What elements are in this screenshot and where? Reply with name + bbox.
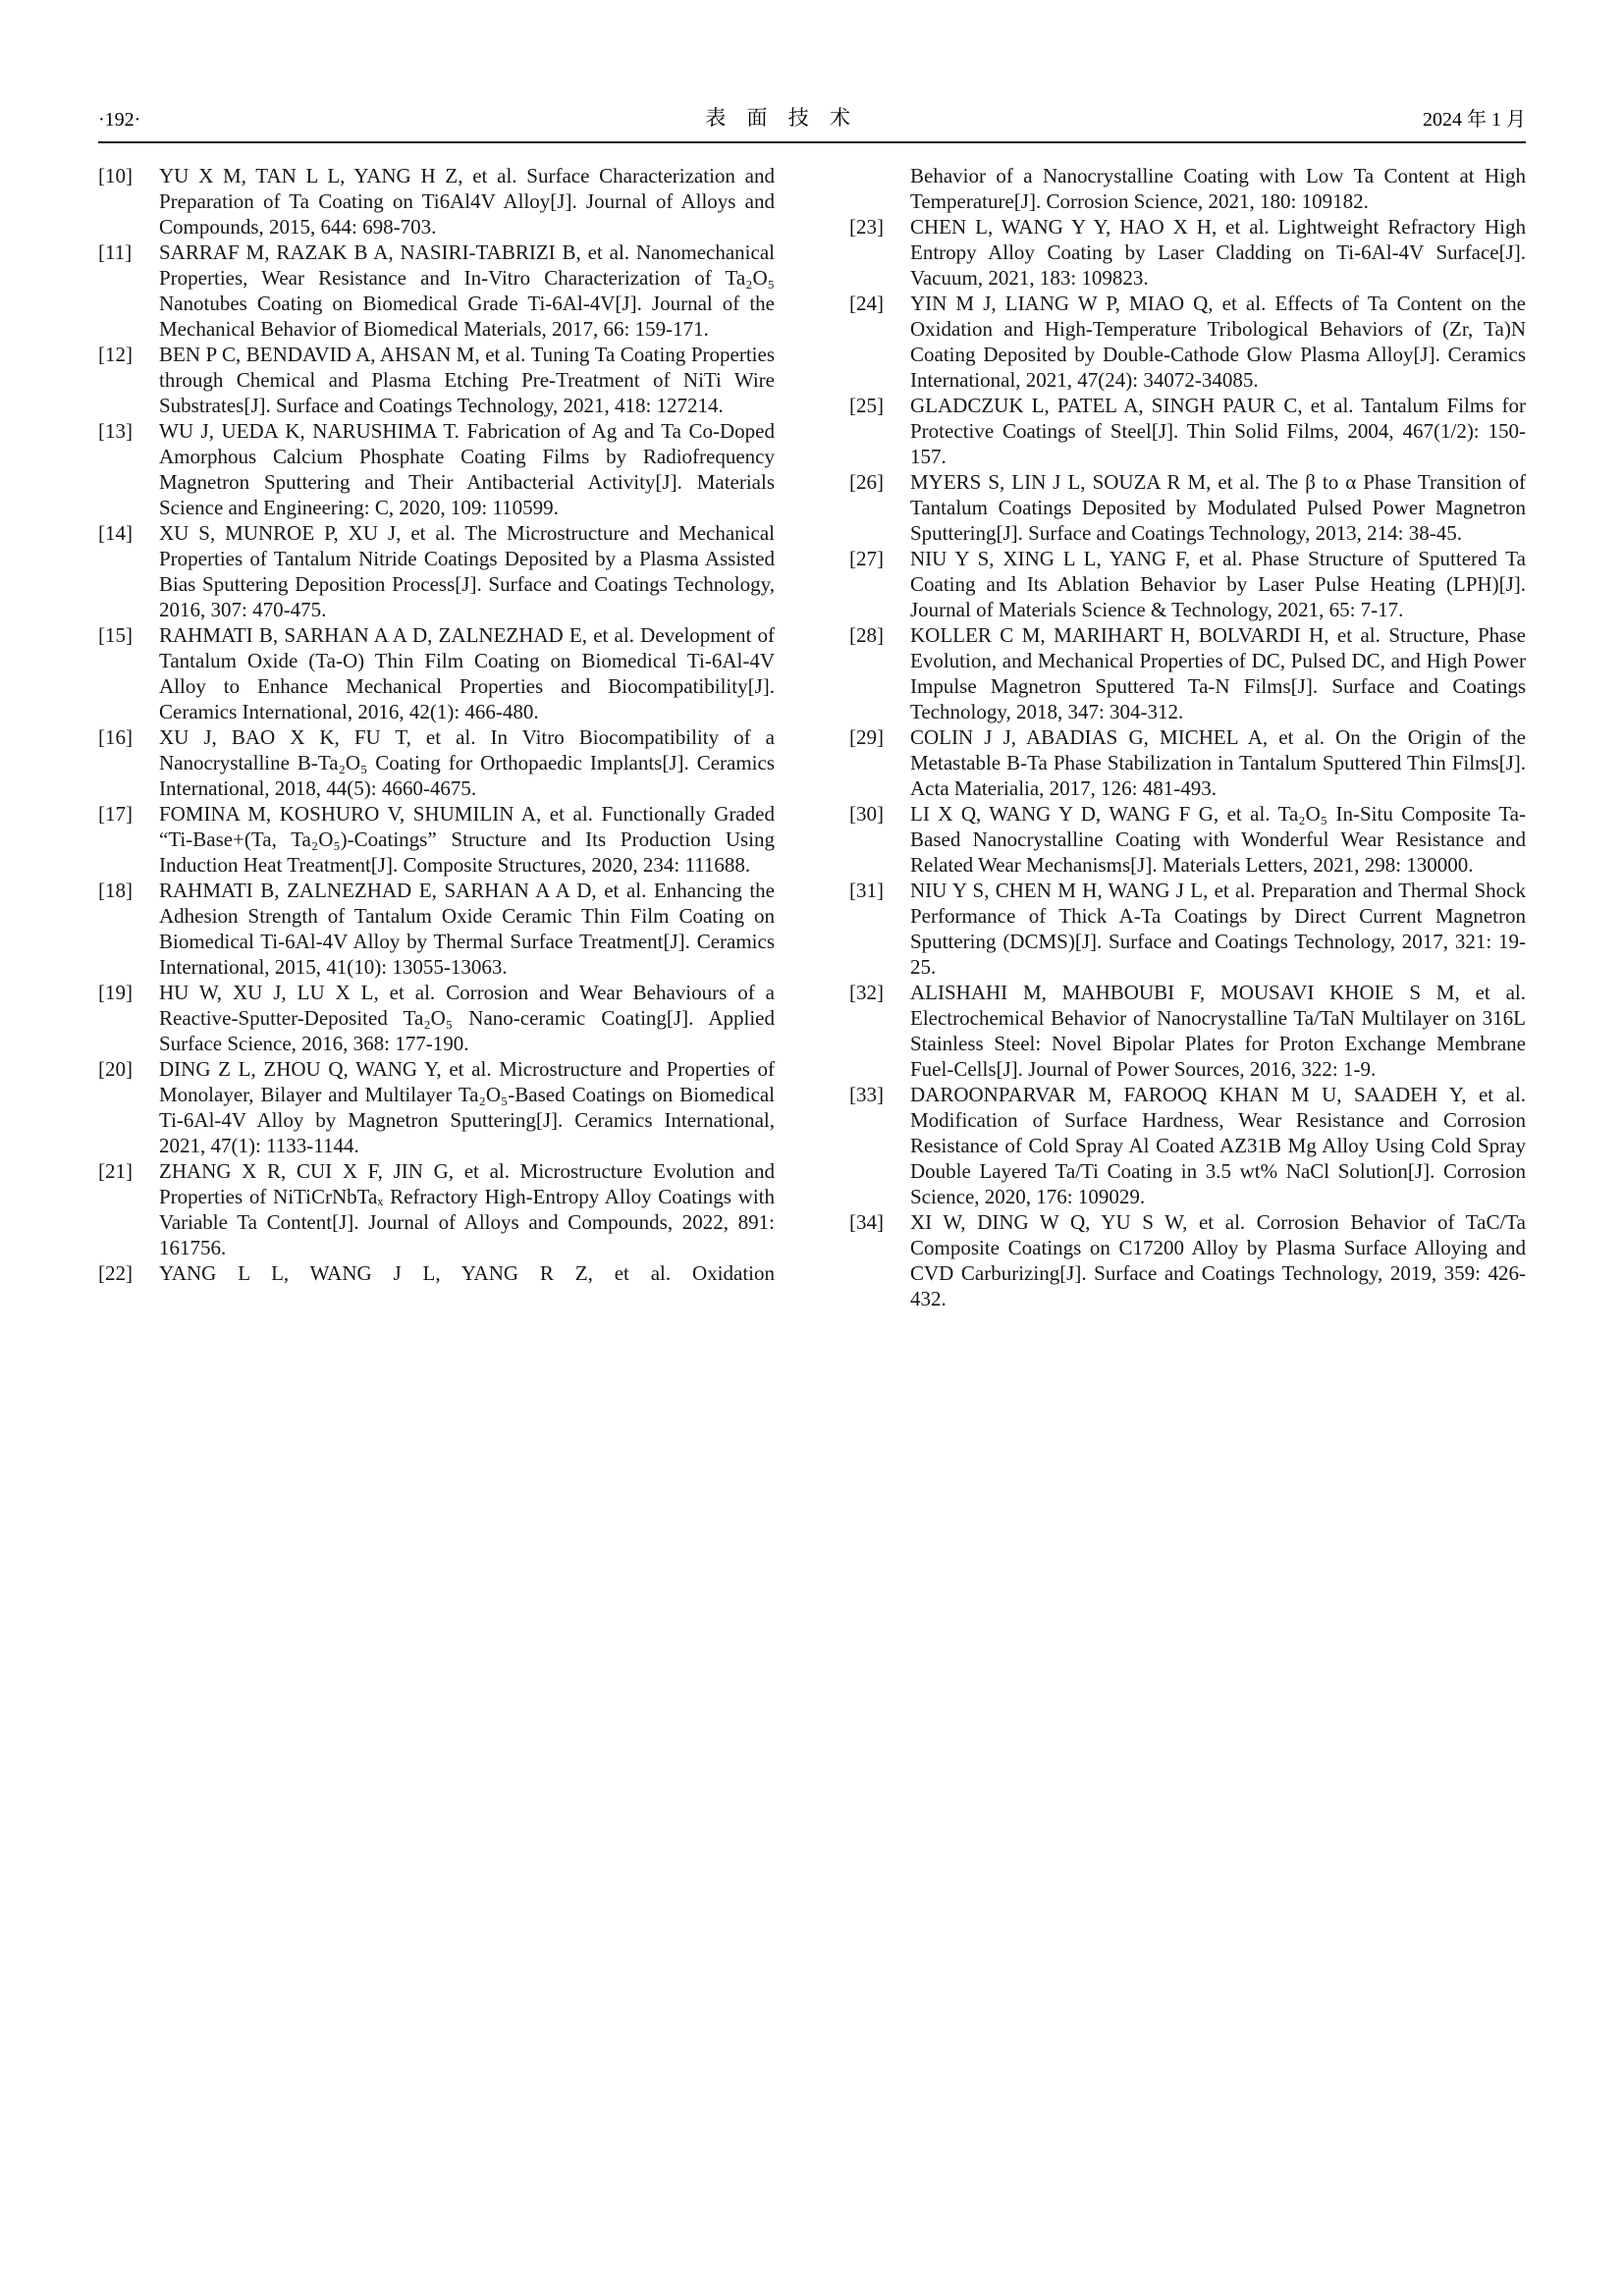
reference-text: LI X Q, WANG Y D, WANG F G, et al. Ta₂O₅ In-Situ Composite Ta-Based Nanocrystalline Coating with Wonderful Wear Resistance and Related Wear Mechanisms[J]. Materials Letters, 2021, 298: 130000.: [910, 802, 1526, 877]
reference-text: ZHANG X R, CUI X F, JIN G, et al. Microstructure Evolution and Properties of NiTiCrNbTaₓ Refractory High-Entropy Alloy Coatings with Variable Ta Content[J]. Journal of Alloys and Compounds, 2022, 891: 161756.: [159, 1159, 775, 1259]
reference-number: [30]: [849, 802, 884, 826]
reference-number: [18]: [98, 879, 133, 902]
reference-entry: [849, 291, 1526, 393]
reference-entry: [98, 520, 775, 622]
reference-text: MYERS S, LIN J L, SOUZA R M, et al. The β to α Phase Transition of Tantalum Coatings Deposited by Modulated Pulsed Power Magnetron Sputtering[J]. Surface and Coatings Technology, 2013, 214: 38-45.: [910, 470, 1526, 545]
reference-number: [27]: [849, 547, 884, 570]
reference-number: [34]: [849, 1210, 884, 1234]
reference-entry: [849, 878, 1526, 980]
reference-entry: [98, 163, 775, 240]
reference-entry: [98, 240, 775, 342]
reference-entry: [849, 1209, 1526, 1311]
reference-number: [19]: [98, 981, 133, 1004]
reference-text: KOLLER C M, MARIHART H, BOLVARDI H, et al. Structure, Phase Evolution, and Mechanical Properties of DC, Pulsed DC, and High Power Impulse Magnetron Sputtered Ta-N Films[J]. Surface and Coatings Technology, 2018, 347: 304-312.: [910, 623, 1526, 723]
reference-text: DAROONPARVAR M, FAROOQ KHAN M U, SAADEH Y, et al. Modification of Surface Hardness, Wear Resistance and Corrosion Resistance of Cold Spray Al Coated AZ31B Mg Alloy Using Cold Spray Double Layered Ta/Ti Coating in 3.5 wt% NaCl Solution[J]. Corrosion Science, 2020, 176: 109029.: [910, 1083, 1526, 1208]
reference-text: YANG L L, WANG J L, YANG R Z, et al. Oxidation: [159, 1261, 775, 1285]
reference-text: YIN M J, LIANG W P, MIAO Q, et al. Effects of Ta Content on the Oxidation and High-Temperature Tribological Behaviors of (Zr, Ta)N Coating Deposited by Double-Cathode Glow Plasma Alloy[J]. Ceramics International, 2021, 47(24): 34072-34085.: [910, 292, 1526, 392]
reference-number: [23]: [849, 215, 884, 239]
reference-number: [13]: [98, 419, 133, 443]
header-rule: [98, 141, 1526, 143]
references-column-left: [98, 163, 775, 1311]
reference-entry: [98, 1158, 775, 1260]
reference-number: [10]: [98, 164, 133, 187]
reference-text: YU X M, TAN L L, YANG H Z, et al. Surface Characterization and Preparation of Ta Coating on Ti6Al4V Alloy[J]. Journal of Alloys and Compounds, 2015, 644: 698-703.: [159, 164, 775, 239]
reference-text: RAHMATI B, SARHAN A A D, ZALNEZHAD E, et al. Development of Tantalum Oxide (Ta-O) Thin Film Coating on Biomedical Ti-6Al-4V Alloy to Enhance Mechanical Properties and Biocompatibility[J]. Ceramics International, 2016, 42(1): 466-480.: [159, 623, 775, 723]
reference-number: [14]: [98, 521, 133, 545]
reference-entry: [849, 163, 1526, 214]
reference-number: [29]: [849, 725, 884, 749]
reference-text: SARRAF M, RAZAK B A, NASIRI-TABRIZI B, et al. Nanomechanical Properties, Wear Resistance and In-Vitro Characterization of Ta₂O₅ Nanotubes Coating on Biomedical Grade Ti-6Al-4V[J]. Journal of the Mechanical Behavior of Biomedical Materials, 2017, 66: 159-171.: [159, 240, 775, 341]
reference-entry: [98, 980, 775, 1056]
reference-text: WU J, UEDA K, NARUSHIMA T. Fabrication of Ag and Ta Co-Doped Amorphous Calcium Phosphate Coating Films by Radiofrequency Magnetron Sputtering and Their Antibacterial Activity[J]. Materials Science and Engineering: C, 2020, 109: 110599.: [159, 419, 775, 519]
reference-entry: [98, 1260, 775, 1286]
reference-number: [33]: [849, 1083, 884, 1106]
reference-entry: [849, 393, 1526, 469]
reference-number: [11]: [98, 240, 133, 264]
reference-entry: [98, 622, 775, 724]
reference-entry: [98, 801, 775, 878]
reference-entry: [98, 878, 775, 980]
reference-entry: [849, 622, 1526, 724]
reference-text: RAHMATI B, ZALNEZHAD E, SARHAN A A D, et al. Enhancing the Adhesion Strength of Tantalum Oxide Ceramic Thin Film Coating on Biomedical Ti-6Al-4V Alloy by Thermal Surface Treatment[J]. Ceramics International, 2015, 41(10): 13055-13063.: [159, 879, 775, 979]
reference-text: XU S, MUNROE P, XU J, et al. The Microstructure and Mechanical Properties of Tantalum Nitride Coatings Deposited by a Plasma Assisted Bias Sputtering Deposition Process[J]. Surface and Coatings Technology, 2016, 307: 470-475.: [159, 521, 775, 621]
reference-text: FOMINA M, KOSHURO V, SHUMILIN A, et al. Functionally Graded “Ti-Base+(Ta, Ta₂O₅)-Coatings” Structure and Its Production Using Induction Heat Treatment[J]. Composite Structures, 2020, 234: 111688.: [159, 802, 775, 877]
page-header: [98, 98, 1526, 132]
reference-number: [21]: [98, 1159, 133, 1183]
reference-number: [32]: [849, 981, 884, 1004]
reference-text: COLIN J J, ABADIAS G, MICHEL A, et al. On the Origin of the Metastable B-Ta Phase Stabilization in Tantalum Sputtered Thin Films[J]. Acta Materialia, 2017, 126: 481-493.: [910, 725, 1526, 800]
reference-entry: [98, 1056, 775, 1158]
reference-text: CHEN L, WANG Y Y, HAO X H, et al. Lightweight Refractory High Entropy Alloy Coating by Laser Cladding on Ti-6Al-4V Surface[J]. Vacuum, 2021, 183: 109823.: [910, 215, 1526, 290]
reference-entry: [849, 801, 1526, 878]
reference-entry: [849, 980, 1526, 1082]
reference-text: NIU Y S, XING L L, YANG F, et al. Phase Structure of Sputtered Ta Coating and Its Ablation Behavior by Laser Pulse Heating (LPH)[J]. Journal of Materials Science & Technology, 2021, 65: 7-17.: [910, 547, 1526, 621]
reference-text: DING Z L, ZHOU Q, WANG Y, et al. Microstructure and Properties of Monolayer, Bilayer and Multilayer Ta₂O₅-Based Coatings on Biomedical Ti-6Al-4V Alloy by Magnetron Sputtering[J]. Ceramics International, 2021, 47(1): 1133-1144.: [159, 1057, 775, 1157]
reference-text: XI W, DING W Q, YU S W, et al. Corrosion Behavior of TaC/Ta Composite Coatings on C17200 Alloy by Plasma Surface Alloying and CVD Carburizing[J]. Surface and Coatings Technology, 2019, 359: 426-432.: [910, 1210, 1526, 1310]
reference-entry: [849, 469, 1526, 546]
reference-text: NIU Y S, CHEN M H, WANG J L, et al. Preparation and Thermal Shock Performance of Thick A-Ta Coatings by Direct Current Magnetron Sputtering (DCMS)[J]. Surface and Coatings Technology, 2017, 321: 19-25.: [910, 879, 1526, 979]
reference-entry: [849, 1082, 1526, 1209]
reference-text: BEN P C, BENDAVID A, AHSAN M, et al. Tuning Ta Coating Properties through Chemical and Plasma Etching Pre-Treatment of NiTi Wire Substrates[J]. Surface and Coatings Technology, 2021, 418: 127214.: [159, 343, 775, 417]
reference-number: [12]: [98, 343, 133, 366]
reference-text: HU W, XU J, LU X L, et al. Corrosion and Wear Behaviours of a Reactive-Sputter-Deposited Ta₂O₅ Nano-ceramic Coating[J]. Applied Surface Science, 2016, 368: 177-190.: [159, 981, 775, 1055]
reference-text: Behavior of a Nanocrystalline Coating with Low Ta Content at High Temperature[J]. Corrosion Science, 2021, 180: 109182.: [910, 164, 1526, 213]
reference-number: [31]: [849, 879, 884, 902]
reference-entry: [849, 546, 1526, 622]
issue-date: 2024 年 1 月: [1422, 109, 1526, 131]
reference-number: [28]: [849, 623, 884, 647]
reference-number: [17]: [98, 802, 133, 826]
reference-entry: [98, 418, 775, 520]
reference-entry: [98, 724, 775, 801]
reference-entry: [98, 342, 775, 418]
reference-number: [20]: [98, 1057, 133, 1081]
reference-number: [15]: [98, 623, 133, 647]
reference-entry: [849, 724, 1526, 801]
references-column-right: [849, 163, 1526, 1311]
reference-number: [22]: [98, 1261, 133, 1285]
reference-text: XU J, BAO X K, FU T, et al. In Vitro Biocompatibility of a Nanocrystalline B-Ta₂O₅ Coating for Orthopaedic Implants[J]. Ceramics International, 2018, 44(5): 4660-4675.: [159, 725, 775, 800]
journal-title: 表 面 技 术: [705, 106, 859, 130]
reference-entry: [849, 214, 1526, 291]
references-section: [98, 163, 1526, 1311]
page-number: ·192·: [98, 109, 141, 131]
reference-number: [26]: [849, 470, 884, 494]
reference-number: [24]: [849, 292, 884, 315]
reference-number: [16]: [98, 725, 133, 749]
reference-text: ALISHAHI M, MAHBOUBI F, MOUSAVI KHOIE S M, et al. Electrochemical Behavior of Nanocrystalline Ta/TaN Multilayer on 316L Stainless Steel: Novel Bipolar Plates for Proton Exchange Membrane Fuel-Cells[J]. Journal of Power Sources, 2016, 322: 1-9.: [910, 981, 1526, 1081]
reference-text: GLADCZUK L, PATEL A, SINGH PAUR C, et al. Tantalum Films for Protective Coatings of Steel[J]. Thin Solid Films, 2004, 467(1/2): 150-157.: [910, 394, 1526, 468]
reference-number: [25]: [849, 394, 884, 417]
